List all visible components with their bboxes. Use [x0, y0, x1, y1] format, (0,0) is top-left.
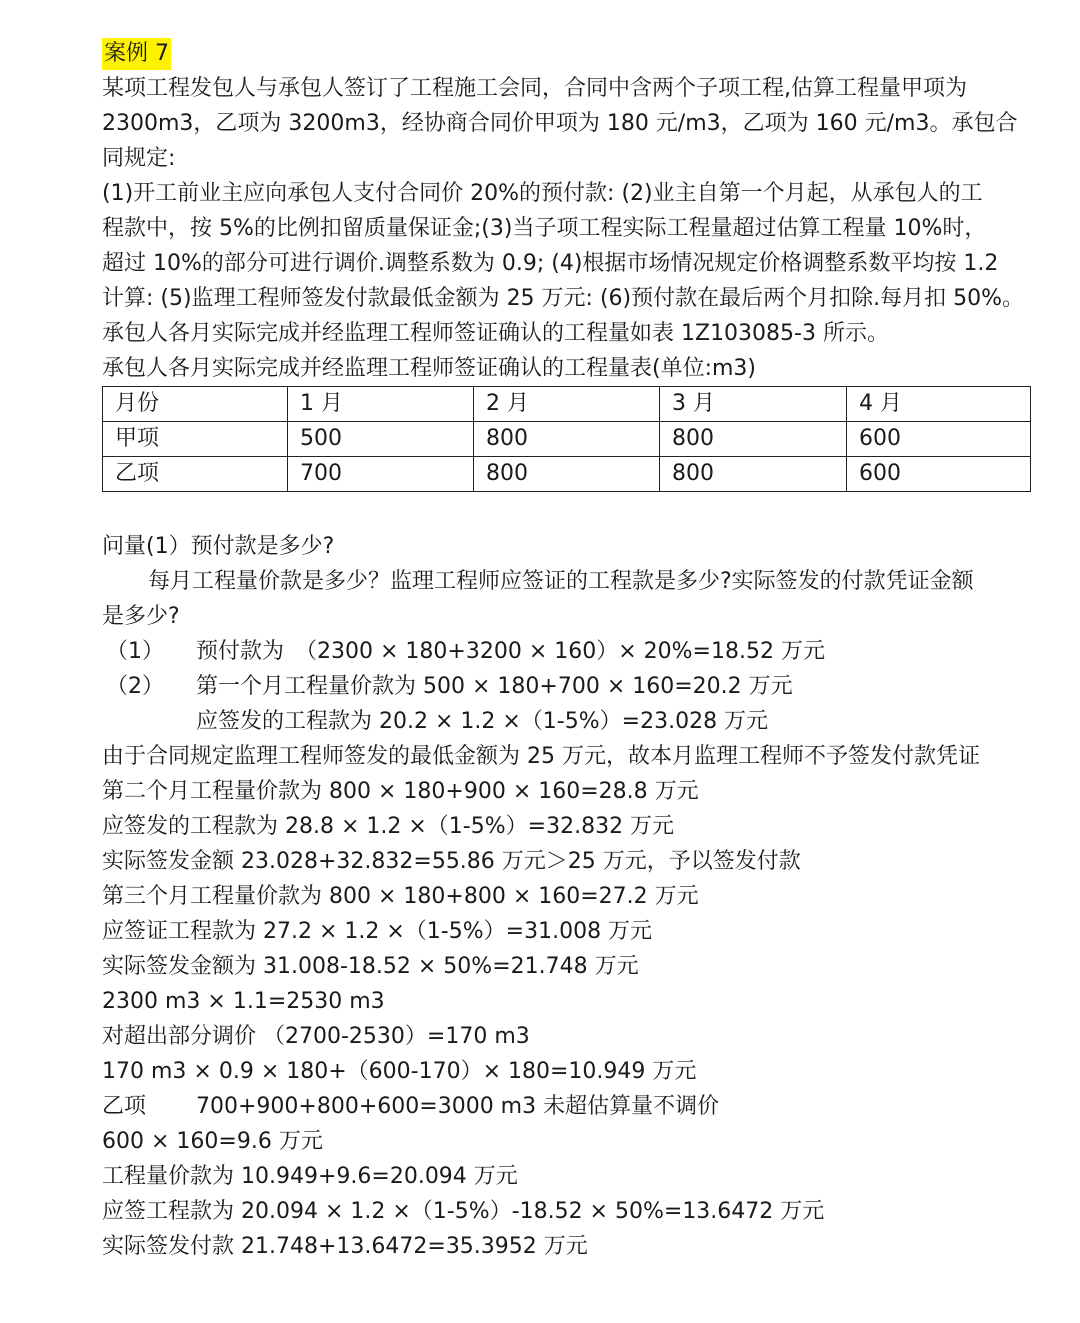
table-header-cell: 月份	[103, 387, 288, 422]
answer-item-1	[102, 634, 1042, 669]
answer-line: 应签证工程款为 27.2 × 1.2 ×（1-5%）=31.008 万元	[102, 919, 653, 944]
table-cell: 800	[474, 457, 660, 492]
answer-sub-line: 应签发的工程款为 20.2 × 1.2 ×（1-5%）=23.028 万元	[196, 709, 769, 734]
table-cell: 800	[474, 422, 660, 457]
table-cell: 乙项	[103, 457, 288, 492]
document-page	[102, 36, 1042, 1264]
question-line: 是多少?	[102, 604, 180, 629]
table-header-cell: 1 月	[288, 387, 474, 422]
table-cell: 600	[847, 422, 1031, 457]
answer-line: 170 m3 × 0.9 × 180+（600-170）× 180=10.949 万元	[102, 1059, 697, 1084]
answer-line: 实际签发金额为 31.008-18.52 × 50%=21.748 万元	[102, 954, 639, 979]
table-cell: 500	[288, 422, 474, 457]
question-line: 每月工程量价款是多少？监理工程师应签证的工程款是多少?实际签发的付款凭证金额	[148, 569, 974, 594]
question-line: 问量(1）预付款是多少?	[102, 534, 335, 559]
question-block	[102, 529, 1042, 634]
answer-line: 应签工程款为 20.094 × 1.2 ×（1-5%）-18.52 × 50%=13.6472 万元	[102, 1199, 825, 1224]
table-header-cell: 2 月	[474, 387, 660, 422]
case-intro	[102, 71, 1042, 386]
answer-line: 对超出部分调价 （2700-2530）=170 m3	[102, 1024, 530, 1049]
answer-line: 2300 m3 × 1.1=2530 m3	[102, 989, 385, 1014]
answer-yi-line	[102, 1089, 1042, 1124]
answer-item-2	[102, 669, 1042, 704]
intro-line: 承包人各月实际完成并经监理工程师签证确认的工程量如表 1Z103085-3 所示。	[102, 321, 889, 346]
answer-line: 实际签发金额 23.028+32.832=55.86 万元＞25 万元，予以签发付款	[102, 849, 801, 874]
table-cell: 800	[660, 422, 847, 457]
answer-line: 工程量价款为 10.949+9.6=20.094 万元	[102, 1164, 518, 1189]
table-cell: 600	[847, 457, 1031, 492]
case-title-row	[102, 36, 1042, 71]
answer-line: 600 × 160=9.6 万元	[102, 1129, 323, 1154]
intro-line: 2300m3，乙项为 3200m3，经协商合同价甲项为 180 元/m3，乙项为 160 元/m3。承包合	[102, 111, 1018, 136]
table-header-cell: 3 月	[660, 387, 847, 422]
table-cell: 800	[660, 457, 847, 492]
table-cell: 700	[288, 457, 474, 492]
intro-line: 同规定:	[102, 146, 176, 171]
answer-yi-text: 700+900+800+600=3000 m3 未超估算量不调价	[196, 1094, 720, 1119]
intro-line: 某项工程发包人与承包人签订了工程施工会同，合同中含两个子项工程,估算工程量甲项为	[102, 76, 967, 101]
table-header-row	[103, 387, 1031, 422]
intro-line: 超过 10%的部分可进行调价.调整系数为 0.9; (4)根据市场情况规定价格调整系数平均按 1.2	[102, 251, 999, 276]
table-row	[103, 457, 1031, 492]
answer-number: （1）	[106, 639, 164, 664]
intro-line: 程款中，按 5%的比例扣留质量保证金;(3)当子项工程实际工程量超过估算工程量 10%时，	[102, 216, 987, 241]
quantity-table	[102, 386, 1031, 492]
table-row	[103, 422, 1031, 457]
answer-line: 实际签发付款 21.748+13.6472=35.3952 万元	[102, 1234, 588, 1259]
spacer	[102, 492, 1042, 529]
table-cell: 甲项	[103, 422, 288, 457]
intro-line: 计算: (5)监理工程师签发付款最低金额为 25 万元: (6)预付款在最后两个月扣除.每月扣 50%。	[102, 286, 1025, 311]
answer-number: （2）	[106, 674, 164, 699]
table-caption: 承包人各月实际完成并经监理工程师签证确认的工程量表(单位:m3)	[102, 356, 757, 381]
answer-line: 第二个月工程量价款为 800 × 180+900 × 160=28.8 万元	[102, 779, 699, 804]
answer-line: 应签发的工程款为 28.8 × 1.2 ×（1-5%）=32.832 万元	[102, 814, 675, 839]
answer-text: 第一个月工程量价款为 500 × 180+700 × 160=20.2 万元	[196, 674, 793, 699]
answer-text: 预付款为 （2300 × 180+3200 × 160）× 20%=18.52 万元	[196, 639, 825, 664]
intro-line: (1)开工前业主应向承包人支付合同价 20%的预付款: (2)业主自第一个月起，从承包人的工	[102, 181, 983, 206]
answer-yi-label: 乙项	[102, 1094, 147, 1119]
case-title: 案例 7	[102, 38, 171, 70]
answer-line: 由于合同规定监理工程师签发的最低金额为 25 万元，故本月监理工程师不予签发付款凭证	[102, 744, 980, 769]
table-header-cell: 4 月	[847, 387, 1031, 422]
answer-block	[102, 634, 1042, 1264]
answer-line: 第三个月工程量价款为 800 × 180+800 × 160=27.2 万元	[102, 884, 699, 909]
